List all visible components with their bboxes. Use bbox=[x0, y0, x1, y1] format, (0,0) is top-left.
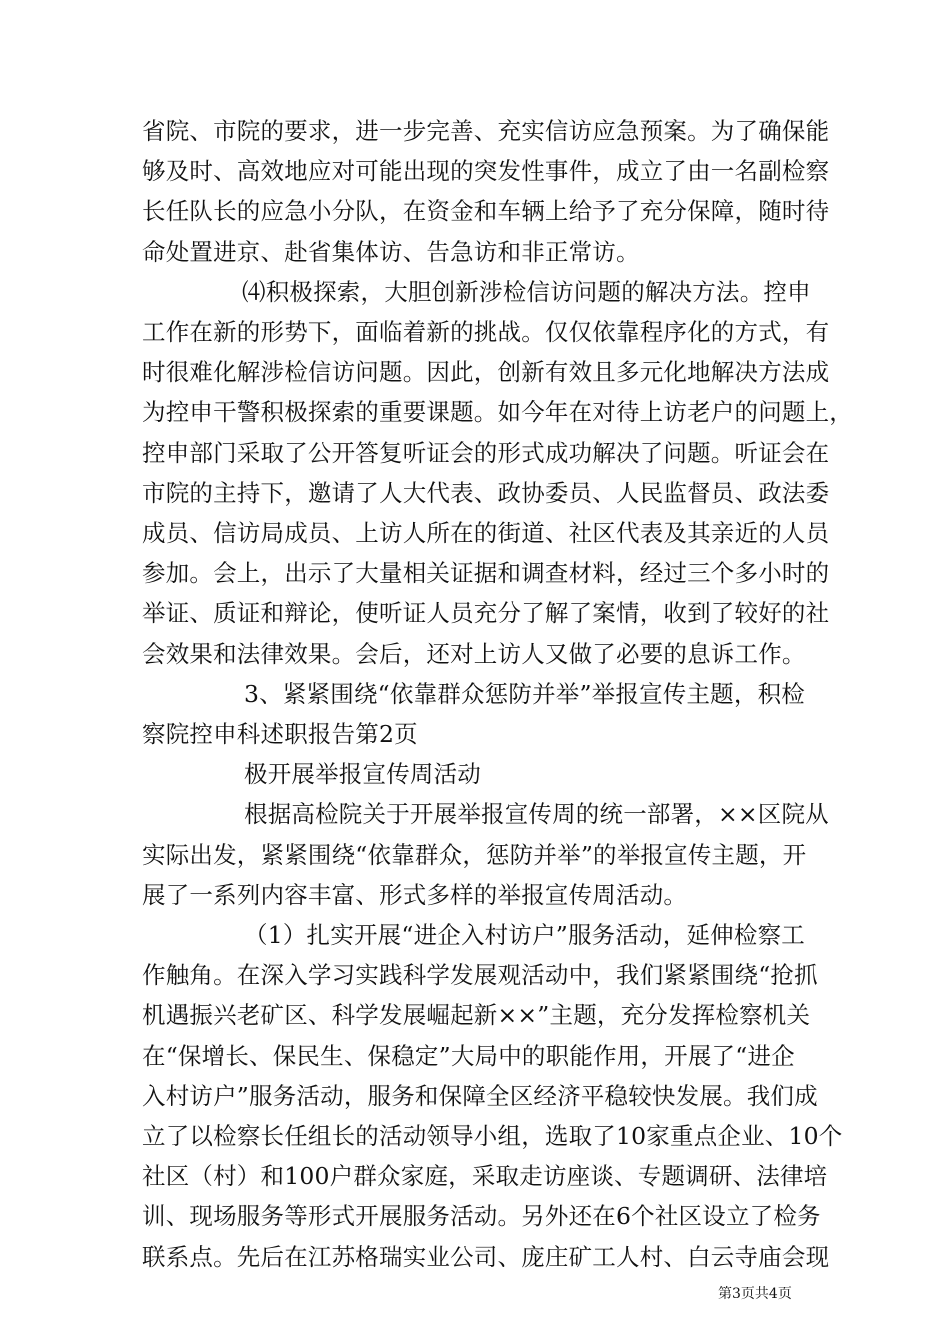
section-heading-line: 察院控申科述职报告第2页 bbox=[142, 720, 418, 748]
paragraph-line: 社区（村）和100户群众家庭，采取走访座谈、专题调研、法律培 bbox=[142, 1162, 828, 1191]
paragraph-line: 机遇振兴老矿区、科学发展崛起新××”主题，充分发挥检察机关 bbox=[142, 1001, 811, 1030]
paragraph-line: 根据高检院关于开展举报宣传周的统一部署，××区院从 bbox=[244, 800, 829, 829]
paragraph-line: 省院、市院的要求，进一步完善、充实信访应急预案。为了确保能 bbox=[142, 117, 830, 145]
section-heading-line: 3、紧紧围绕“依靠群众惩防并举”举报宣传主题，积检 bbox=[244, 679, 805, 708]
paragraph-line: 市院的主持下，邀请了人大代表、政协委员、人民监督员、政法委 bbox=[142, 478, 830, 507]
paragraph-line: 联系点。先后在江苏格瑞实业公司、庞庄矿工人村、白云寺庙会现 bbox=[142, 1242, 830, 1271]
paragraph-line: （1）扎实开展“进企入村访户”服务活动，延伸检察工 bbox=[244, 921, 805, 949]
paragraph-line: 实际出发，紧紧围绕“依靠群众，惩防并举”的举报宣传主题，开 bbox=[142, 840, 807, 869]
paragraph-line: 举证、质证和辩论，使听证人员充分了解了案情，收到了较好的社 bbox=[142, 599, 830, 628]
paragraph-line: 展了一系列内容丰富、形式多样的举报宣传周活动。 bbox=[142, 880, 688, 909]
paragraph-line: 入村访户”服务活动，服务和保障全区经济平稳较快发展。我们成 bbox=[142, 1081, 818, 1110]
paragraph-line: 工作在新的形势下，面临着新的挑战。仅仅依靠程序化的方式，有 bbox=[142, 318, 830, 346]
paragraph-line: 命处置进京、赴省集体访、告急访和非正常访。 bbox=[142, 237, 640, 266]
paragraph-line: 成员、信访局成员、上访人所在的街道、社区代表及其亲近的人员 bbox=[142, 519, 830, 547]
paragraph-line: 会效果和法律效果。会后，还对上访人又做了必要的息诉工作。 bbox=[142, 639, 806, 668]
paragraph-line: 作触角。在深入学习实践科学发展观活动中，我们紧紧围绕“抢抓 bbox=[142, 961, 818, 990]
paragraph-line: 为控申干警积极探索的重要课题。如今年在对待上访老户的问题上， bbox=[142, 398, 853, 427]
paragraph-line: 参加。会上，出示了大量相关证据和调查材料，经过三个多小时的 bbox=[142, 559, 830, 588]
paragraph-line: 够及时、高效地应对可能出现的突发性事件，成立了由一名副检察 bbox=[142, 157, 830, 186]
paragraph-line: 时很难化解涉检信访问题。因此，创新有效且多元化地解决方法成 bbox=[142, 358, 830, 387]
page-number-footer: 第3页共4页 bbox=[718, 1286, 792, 1302]
paragraph-line: 在“保增长、保民生、保稳定”大局中的职能作用，开展了“进企 bbox=[142, 1041, 795, 1070]
paragraph-line: 控申部门采取了公开答复听证会的形式成功解决了问题。听证会在 bbox=[142, 438, 830, 467]
paragraph-line: ⑷积极探索，大胆创新涉检信访问题的解决方法。控申 bbox=[242, 277, 811, 306]
paragraph-line: 训、现场服务等形式开展服务活动。另外还在6个社区设立了检务 bbox=[142, 1202, 821, 1231]
section-heading-line: 极开展举报宣传周活动 bbox=[244, 760, 481, 789]
paragraph-line: 长任队长的应急小分队，在资金和车辆上给予了充分保障，随时待 bbox=[142, 197, 830, 226]
paragraph-line: 立了以检察长任组长的活动领导小组，选取了10家重点企业、10个 bbox=[142, 1122, 843, 1150]
